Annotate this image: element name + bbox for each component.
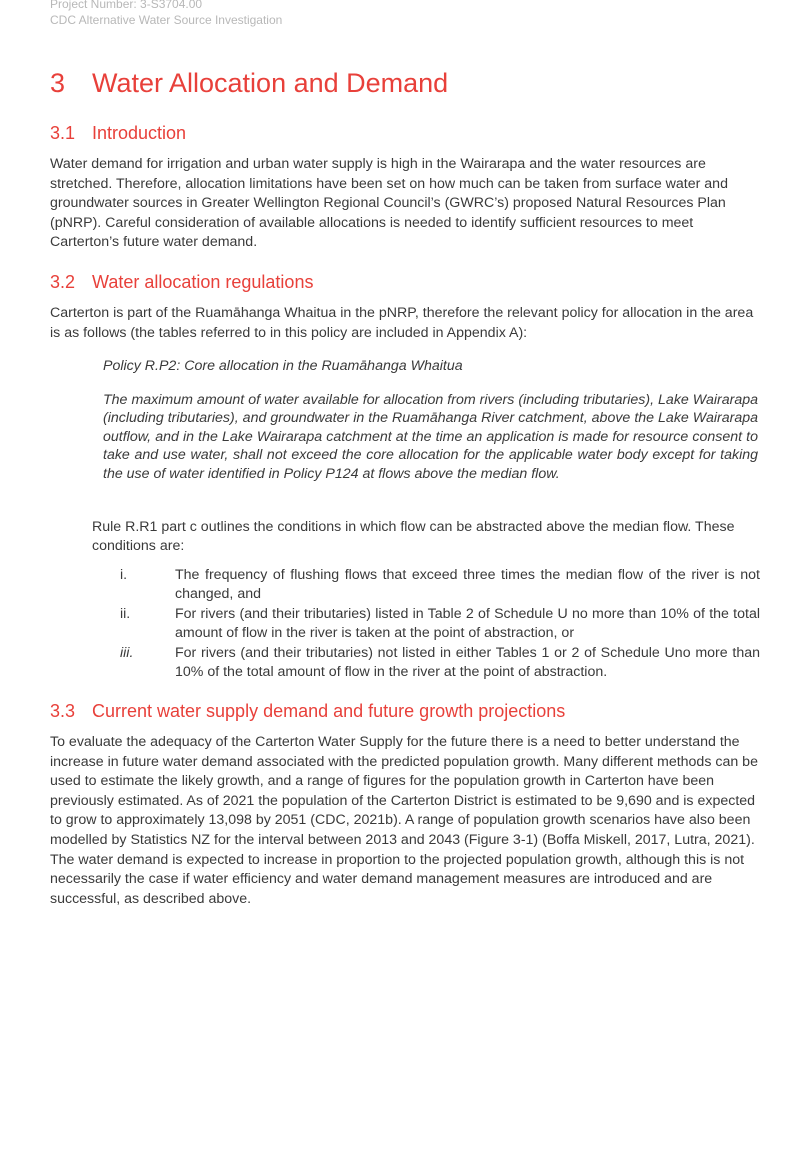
section-number: 3.1 xyxy=(50,123,76,143)
list-marker: iii. xyxy=(120,645,134,661)
project-number: Project Number: 3-S3704.00 xyxy=(50,0,203,11)
condition-text: The frequency of flushing flows that exceed three times the median flow of the river is not changed, and xyxy=(175,567,760,602)
section-heading-3-1 xyxy=(50,123,186,144)
section-heading-3-3 xyxy=(50,701,565,722)
condition-text: For rivers (and their tributaries) listed in Table 2 of Schedule U no more than 10% of the total amount of flow in the river is taken at the point of abstraction, or xyxy=(175,606,760,641)
list-marker: ii. xyxy=(120,606,131,622)
section-heading-3 xyxy=(50,68,448,99)
section-title: Water allocation regulations xyxy=(92,272,314,292)
demand-paragraph: To evaluate the adequacy of the Carterton Water Supply for the future there is a need to better understand the increase in future water demand associated with the predicted population growth. Many different methods can be used to estimate the likely growth, and a range of figures for the population growth in Carterton have been previously estimated. As of 2021 the population of the Carterton District is estimated to be 9,690 and is expected to grow to approximately 13,098 by 2051 (CDC, 2021b). A range of population growth scenarios have also been modelled by Statistics NZ for the interval between 2013 and 2043 (Figure 3-1) (Boffa Miskell, 2017, Lutra, 2021). The water demand is expected to increase in proportion to the projected population growth, although this is not necessarily the case if water efficiency and water demand management measures are introduced and are successful, as described above. xyxy=(50,734,758,907)
section-title: Current water supply demand and future growth projections xyxy=(92,701,566,721)
section-title: Introduction xyxy=(92,123,187,143)
introduction-paragraph: Water demand for irrigation and urban water supply is high in the Wairarapa and the water resources are stretched. Therefore, allocation limitations have been set on how much can be taken from surface water and groundwater sources in Greater Wellington Regional Council’s (GWRC’s) proposed Natural Resources Plan (pNRP). Careful consideration of available allocations is needed to identify sufficient resources to meet Carterton’s future water demand. xyxy=(50,156,728,251)
condition-text: For rivers (and their tributaries) not listed in either Tables 1 or 2 of Schedule Uno more than 10% of the total amount of flow in the river at the point of abstraction. xyxy=(175,645,760,680)
section-title: Water Allocation and Demand xyxy=(92,68,449,98)
section-heading-3-2 xyxy=(50,272,313,293)
section-number: 3.2 xyxy=(50,272,76,292)
list-marker: i. xyxy=(120,567,128,583)
page-header xyxy=(50,0,282,28)
condition-item xyxy=(120,566,760,604)
condition-item xyxy=(120,605,760,643)
condition-item xyxy=(120,644,760,682)
rule-paragraph: Rule R.R1 part c outlines the conditions in which flow can be abstracted above the median flow. These conditions are: xyxy=(92,519,735,554)
policy-title: Policy R.P2: Core allocation in the Ruamāhanga Whaitua xyxy=(103,358,463,374)
policy-text: The maximum amount of water available for allocation from rivers (including tributaries), Lake Wairarapa (including tributaries), and groundwater in the Ruamāhanga River catchment, above the Lake Wairarapa outflow, and in the Lake Wairarapa catchment at the time an application is made for resource consent to take and use water, shall not exceed the core allocation for the applicable water body except for taking the use of water identified in Policy P124 at flows above the median flow. xyxy=(103,392,758,482)
project-title: CDC Alternative Water Source Investigation xyxy=(50,13,283,27)
section-number: 3 xyxy=(50,68,66,98)
section-number: 3.3 xyxy=(50,701,76,721)
allocation-intro-paragraph: Carterton is part of the Ruamāhanga Whaitua in the pNRP, therefore the relevant policy for allocation in the area is as follows (the tables referred to in this policy are included in Appendix A): xyxy=(50,305,754,341)
